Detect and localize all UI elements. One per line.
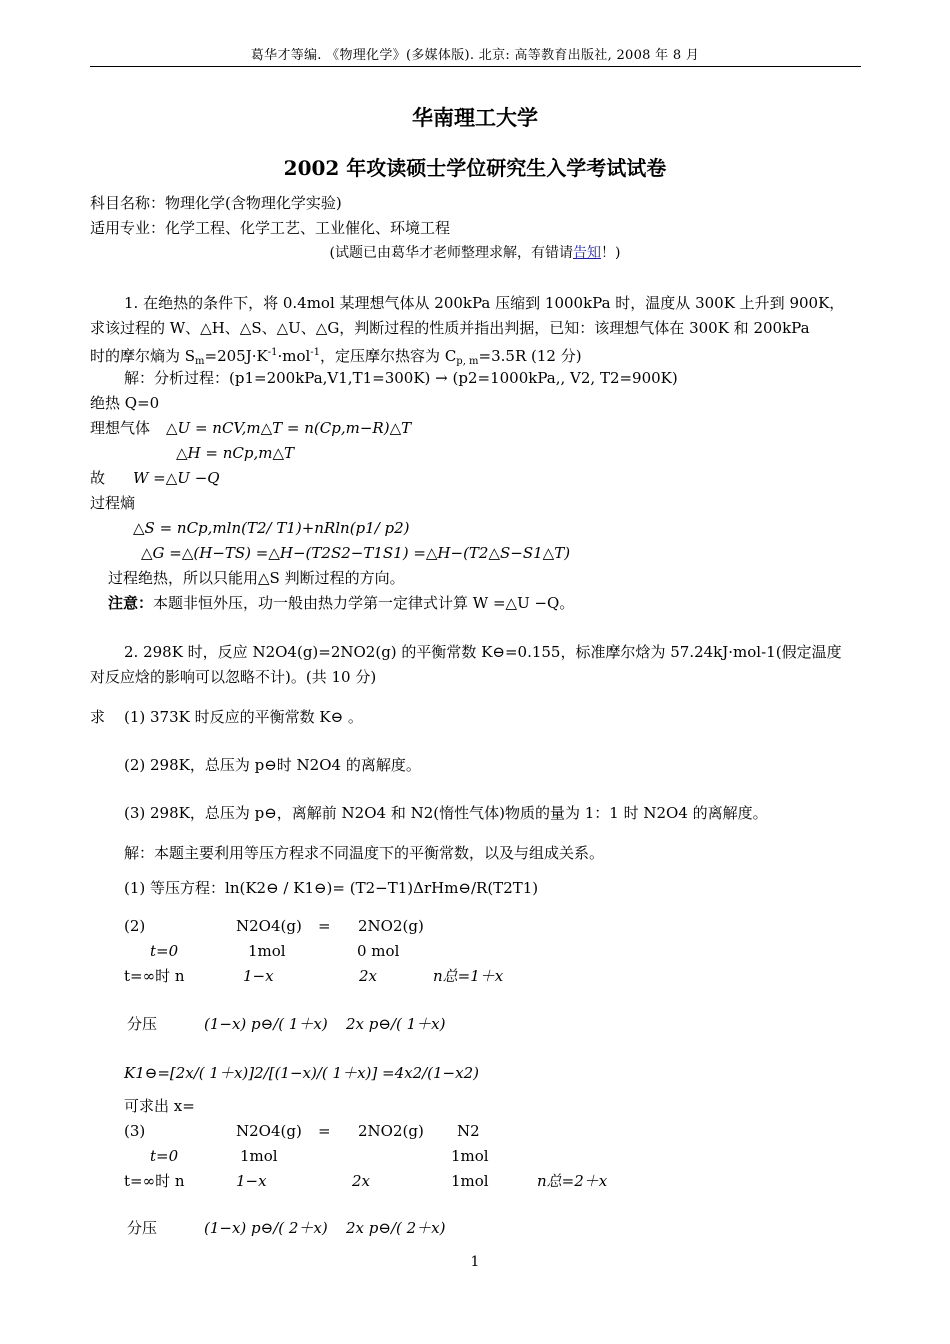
q2-line1: 2. 298K 时，反应 N2O4(g)=2NO2(g) 的平衡常数 K⊖=0.155，标准摩尔焓为 57.24kJ·mol-1(假定温度 xyxy=(124,643,842,661)
q2-step3-tinf-inert: 1mol xyxy=(451,1172,489,1190)
q2-k1-expression: K1⊖=[2x/( 1＋x)]2/[(1−x)/( 1＋x)] =4x2/(1−x2) xyxy=(124,1064,479,1082)
q1-adiabatic: 绝热 Q=0 xyxy=(90,394,160,412)
q2-step3-label: (3) xyxy=(124,1122,146,1140)
q2-step2-reactant: N2O4(g) xyxy=(236,917,302,935)
q1-gu-label: 故 xyxy=(90,469,106,487)
q2-step3-equals: = xyxy=(318,1122,331,1140)
subject-line: 科目名称：物理化学(含物理化学实验) xyxy=(90,194,342,212)
author-note xyxy=(90,242,860,262)
q1-solution-process: 解：分析过程：(p1=200kPa,V1,T1=300K) → (p2=1000kPa,, V2, T2=900K) xyxy=(124,369,678,387)
header-rule xyxy=(90,66,861,67)
q2-step2-t0-reactant: 1mol xyxy=(248,942,286,960)
q2-solve-x: 可求出 x= xyxy=(124,1097,195,1115)
q2-step2-product: 2NO2(g) xyxy=(358,917,424,935)
q1-ideal-gas-label: 理想气体 xyxy=(90,419,151,437)
q2-step2-t0: t=0 xyxy=(150,942,179,960)
q2-step3-tinf-reactant: 1−x xyxy=(236,1172,267,1190)
q2-step3-reactant: N2O4(g) xyxy=(236,1122,302,1140)
q2-part3: (3) 298K，总压为 p⊖，离解前 N2O4 和 N2(惰性气体)物质的量为 1：1 时 N2O4 的离解度。 xyxy=(124,804,768,822)
note-suffix: ！) xyxy=(601,245,621,261)
q2-step3-product: 2NO2(g) xyxy=(358,1122,424,1140)
q1-eq-dU: △U = nCV,m△T = n(Cp,m−R)△T xyxy=(166,419,412,437)
q2-ask-label: 求 xyxy=(90,708,106,726)
q2-step2-tinf-product: 2x xyxy=(359,967,378,985)
q2-step3-t0-reactant: 1mol xyxy=(240,1147,278,1165)
q2-step3-partial-reactant: (1−x) p⊖/( 2＋x) xyxy=(204,1219,328,1237)
running-header: 葛华才等编. 《物理化学》(多媒体版). 北京: 高等教育出版社, 2008 年 8 月 xyxy=(250,48,700,63)
attention-label: 注意： xyxy=(108,594,154,612)
q2-step2-partial-label: 分压 xyxy=(127,1015,158,1033)
q2-step2-equals: = xyxy=(318,917,331,935)
q1-eq-dH: △H = nCp,m△T xyxy=(176,444,294,462)
q2-part2: (2) 298K，总压为 p⊖时 N2O4 的离解度。 xyxy=(124,756,421,774)
majors-line: 适用专业：化学工程、化学工艺、工业催化、环境工程 xyxy=(90,219,451,237)
q2-solution-intro: 解：本题主要利用等压方程求不同温度下的平衡常数，以及与组成关系。 xyxy=(124,844,605,862)
q2-step2-partial-reactant: (1−x) p⊖/( 1＋x) xyxy=(204,1015,328,1033)
q1-eq-dS: △S = nCp,mln(T2/ T1)+nRln(p1/ p2) xyxy=(133,519,410,537)
q2-step3-partial-label: 分压 xyxy=(127,1219,158,1237)
university-title: 华南理工大学 xyxy=(412,105,538,130)
q1-entropy-label: 过程熵 xyxy=(90,494,136,512)
note-prefix: (试题已由葛华才老师整理求解，有错请 xyxy=(329,245,573,261)
q2-step2-partial-product: 2x p⊖/( 1＋x) xyxy=(346,1015,446,1033)
q1-criterion: 过程绝热，所以只能用△S 判断过程的方向。 xyxy=(108,569,405,587)
arrow-icon: → xyxy=(435,369,448,387)
q2-step2-total: n总=1＋x xyxy=(433,967,504,985)
q2-step2-t0-product: 0 mol xyxy=(357,942,400,960)
q2-step1: (1) 等压方程：ln(K2⊖ / K1⊖)= (T2−T1)ΔrHm⊖/R(T2T1) xyxy=(124,879,539,897)
q1-line2: 求该过程的 W、△H、△S、△U、△G，判断过程的性质并指出判据，已知：该理想气体在 300K 和 200kPa xyxy=(90,319,810,337)
page-number: 1 xyxy=(470,1254,480,1270)
q2-step3-t0-inert: 1mol xyxy=(451,1147,489,1165)
q2-step3-tinf: t=∞时 n xyxy=(124,1172,185,1190)
exam-title: 2002 年攻读硕士学位研究生入学考试试卷 xyxy=(283,156,667,180)
q2-step3-partial-product: 2x p⊖/( 2＋x) xyxy=(346,1219,446,1237)
q1-line1: 1. 在绝热的条件下，将 0.4mol 某理想气体从 200kPa 压缩到 1000kPa 时，温度从 300K 上升到 900K， xyxy=(124,294,845,312)
feedback-link[interactable]: 告知 xyxy=(573,245,601,261)
q1-attention xyxy=(108,593,574,613)
q2-step2-tinf-reactant: 1−x xyxy=(243,967,274,985)
q2-step2-label: (2) xyxy=(124,917,146,935)
q2-step3-tinf-product: 2x xyxy=(352,1172,371,1190)
q2-step3-inert: N2 xyxy=(457,1122,480,1140)
q2-step2-tinf: t=∞时 n xyxy=(124,967,185,985)
q1-eq-W: W =△U −Q xyxy=(133,469,220,487)
q1-line3: 时的摩尔熵为 $S_m=205J\cdot K^{-1}\cdot mol^{-1}$，定压摩尔热容为 $C_{p, m}=3.5R$ (12 分) xyxy=(90,347,582,367)
q2-line2: 对反应焓的影响可以忽略不计)。(共 10 分) xyxy=(90,668,377,686)
q2-step3-total: n总=2＋x xyxy=(537,1172,608,1190)
q2-part1: (1) 373K 时反应的平衡常数 K⊖ 。 xyxy=(124,708,363,726)
attention-text: 本题非恒外压，功一般由热力学第一定律式计算 W =△U −Q。 xyxy=(153,594,575,612)
q1-eq-dG: △G =△(H−TS) =△H−(T2S2−T1S1) =△H−(T2△S−S1△T) xyxy=(141,544,571,562)
q2-step3-t0: t=0 xyxy=(150,1147,179,1165)
